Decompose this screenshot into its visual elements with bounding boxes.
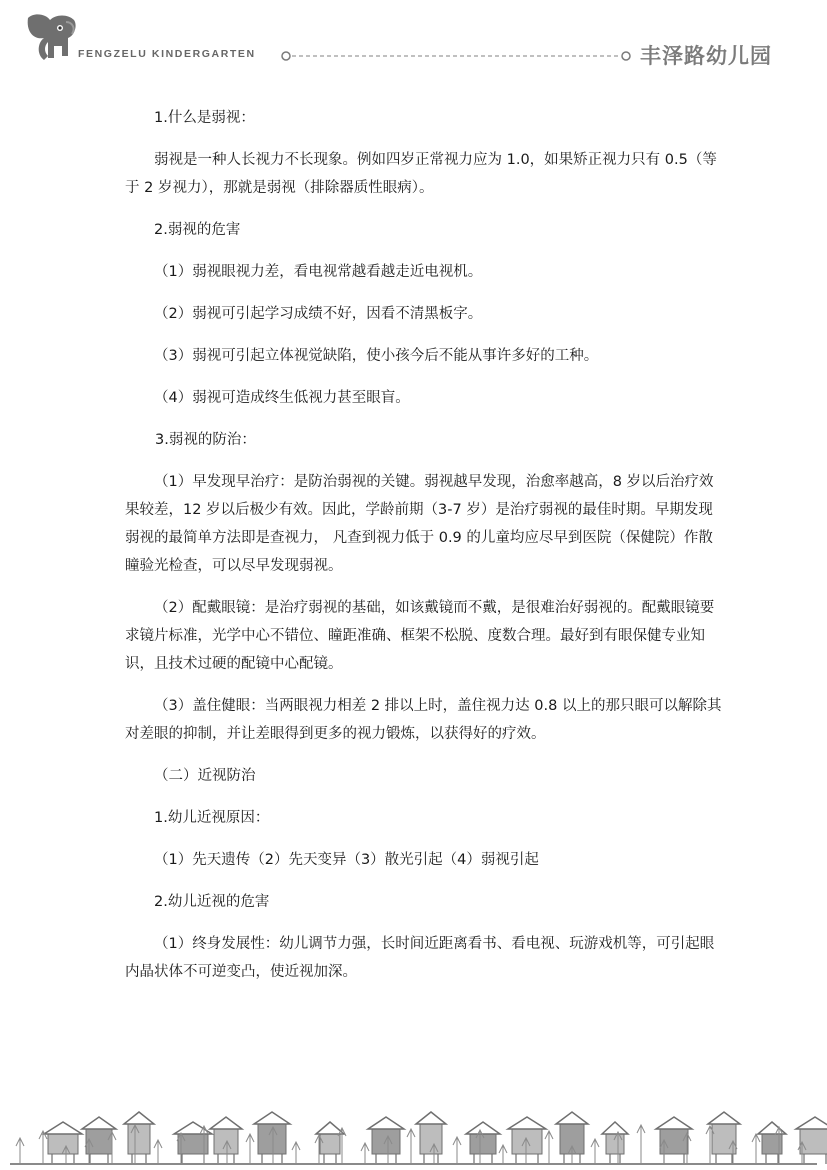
heading-amblyopia-harm: 2.弱视的危害 [154, 222, 241, 238]
paragraph-treatment-3: （3）盖住健眼：当两眼视力相差 2 排以上时，盖住视力达 0.8 以上的那只眼可以解除其对差眼的抑制，并让差眼得到更多的视力锻炼，以获得好的疗效。 [125, 698, 722, 742]
list-item-harm-3: （3）弱视可引起立体视觉缺陷，使小孩今后不能从事许多好的工种。 [154, 348, 599, 364]
paragraph-treatment-2: （2）配戴眼镜：是治疗弱视的基础，如该戴镜而不戴，是很难治好弱视的。配戴眼镜要求镜片标准，光学中心不错位、瞳距准确、框架不松脱、度数合理。最好到有眼保健专业知识，且技术过硬的配镜中心配镜。 [125, 600, 715, 672]
brand-english: FENGZELU KINDERGARTEN [78, 48, 256, 60]
footer-village-illustration [0, 1080, 827, 1170]
footer-houses [16, 1112, 827, 1164]
document-body [125, 104, 725, 1000]
list-item-harm-2: （2）弱视可引起学习成绩不好，因看不清黑板字。 [154, 306, 483, 322]
elephant-icon [22, 12, 80, 66]
paragraph-myopia-harm-1: （1）终身发展性：幼儿调节力强，长时间近距离看书、看电视、玩游戏机等，可引起眼内晶状体不可逆变凸，使近视加深。 [125, 936, 715, 980]
brand-chinese: 丰泽路幼儿园 [640, 44, 772, 68]
paragraph-amblyopia-definition: 弱视是一种人长视力不长现象。例如四岁正常视力应为 1.0，如果矫正视力只有 0.5（等于 2 岁视力），那就是弱视（排除器质性眼病）。 [125, 152, 717, 196]
heading-amblyopia-treatment: 3.弱视的防治： [155, 432, 256, 448]
heading-myopia-prevention: （二）近视防治 [154, 768, 256, 784]
heading-myopia-harm: 2.幼儿近视的危害 [154, 894, 270, 910]
heading-myopia-causes: 1.幼儿近视原因： [154, 810, 270, 826]
list-item-harm-4: （4）弱视可造成终生低视力甚至眼盲。 [154, 390, 410, 406]
list-myopia-causes: （1）先天遗传（2）先天变异（3）散光引起（4）弱视引起 [154, 852, 539, 868]
paragraph-treatment-1: （1）早发现早治疗：是防治弱视的关键。弱视越早发现，治愈率越高，8 岁以后治疗效果较差，12 岁以后极少有效。因此，学龄前期（3-7 岁）是治疗弱视的最佳时期。早期发现弱视的最简单方法即是查视力， 凡查到视力低于 0.9 的儿童均应尽早到医院（保健院）作散瞳验光检查，可以尽早发现弱视。 [125, 474, 714, 574]
header-dashed-line [280, 50, 635, 62]
heading-amblyopia-definition: 1.什么是弱视： [154, 110, 255, 126]
page-header [0, 0, 827, 80]
list-item-harm-1: （1）弱视眼视力差，看电视常越看越走近电视机。 [154, 264, 483, 280]
